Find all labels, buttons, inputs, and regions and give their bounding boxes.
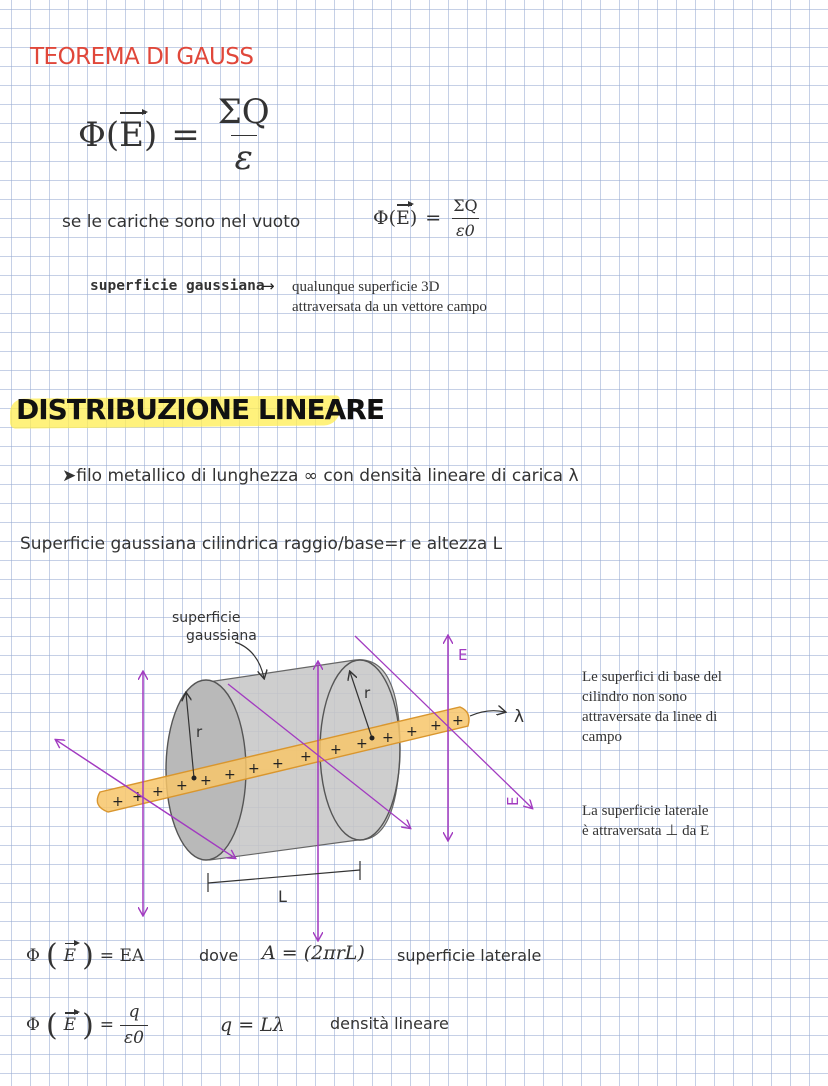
charge-sign: + <box>200 773 212 789</box>
charge-sign: + <box>152 784 164 800</box>
section-title: DISTRIBUZIONE LINEARE <box>16 393 384 426</box>
definition-line: qualunque superficie 3D <box>292 279 440 295</box>
note-line: Le superfici di base del <box>582 669 722 685</box>
page-title: TEOREMA DI GAUSS <box>30 44 254 70</box>
lambda-label: λ <box>514 707 525 727</box>
radius-label: r <box>196 723 203 741</box>
length-bracket <box>208 870 360 883</box>
wire-point <box>192 776 197 781</box>
surface-label: gaussiana <box>186 628 257 644</box>
charge-sign: + <box>356 736 368 752</box>
field-label: E <box>458 646 468 664</box>
charge-sign: + <box>430 718 442 734</box>
charge-sign: + <box>112 794 124 810</box>
note-lateral-surface <box>582 801 802 841</box>
note-line: La superficie laterale <box>582 803 709 819</box>
field-label: E <box>504 796 522 806</box>
charge-sign: + <box>382 730 394 746</box>
label-pointer <box>235 642 264 678</box>
surface-label: superficie <box>172 610 241 626</box>
note-base-surfaces <box>582 667 802 747</box>
flux-q-formula: Φ ( E ) = $\frac{q}{\varepsilon 0}$ <box>26 1002 148 1048</box>
arrow-right-icon: → <box>262 277 275 295</box>
charge-sign: + <box>406 724 418 740</box>
lambda-arrow <box>470 711 505 716</box>
bullet-wire-description: ➤filo metallico di lunghezza ∞ con densità lineare di carica λ <box>62 466 579 486</box>
charge-sign: + <box>224 767 236 783</box>
charge-sign: + <box>132 789 144 805</box>
charge-sign: + <box>272 756 284 772</box>
definition-line: attraversata da un vettore campo <box>292 299 487 315</box>
gauss-theorem-formula: Φ(E) = $\frac{\Sigma Q}{\varepsilon}$ <box>78 92 270 178</box>
charge-sign: + <box>176 778 188 794</box>
note-line: attraversate da linee di <box>582 709 718 725</box>
wire-point <box>370 736 375 741</box>
area-formula: A = (2πrL) <box>262 942 365 964</box>
charge-formula: q = Lλ <box>220 1014 285 1036</box>
note-line: è attraversata ⊥ da E <box>582 823 710 839</box>
dove-label: dove <box>199 946 239 965</box>
charge-sign: + <box>300 749 312 765</box>
linear-density-label: densità lineare <box>330 1014 449 1033</box>
radius-label: r <box>364 684 371 702</box>
vacuum-note: se le cariche sono nel vuoto <box>62 212 301 232</box>
charge-sign: + <box>330 742 342 758</box>
vacuum-formula: Φ(E) = $\frac{\Sigma Q}{\varepsilon 0}$ <box>373 196 478 240</box>
lateral-surface-label: superficie laterale <box>397 946 542 965</box>
flux-ea-formula: Φ ( E ) = EA <box>26 938 145 973</box>
note-line: campo <box>582 729 622 745</box>
cylinder-description: Superficie gaussiana cilindrica raggio/base=r e altezza L <box>20 534 503 554</box>
charge-sign: + <box>452 713 464 729</box>
note-line: cilindro non sono <box>582 689 687 705</box>
length-label: L <box>278 887 287 906</box>
charge-sign: + <box>248 761 260 777</box>
gauss-surface-label: superficie gaussiana <box>90 278 265 294</box>
